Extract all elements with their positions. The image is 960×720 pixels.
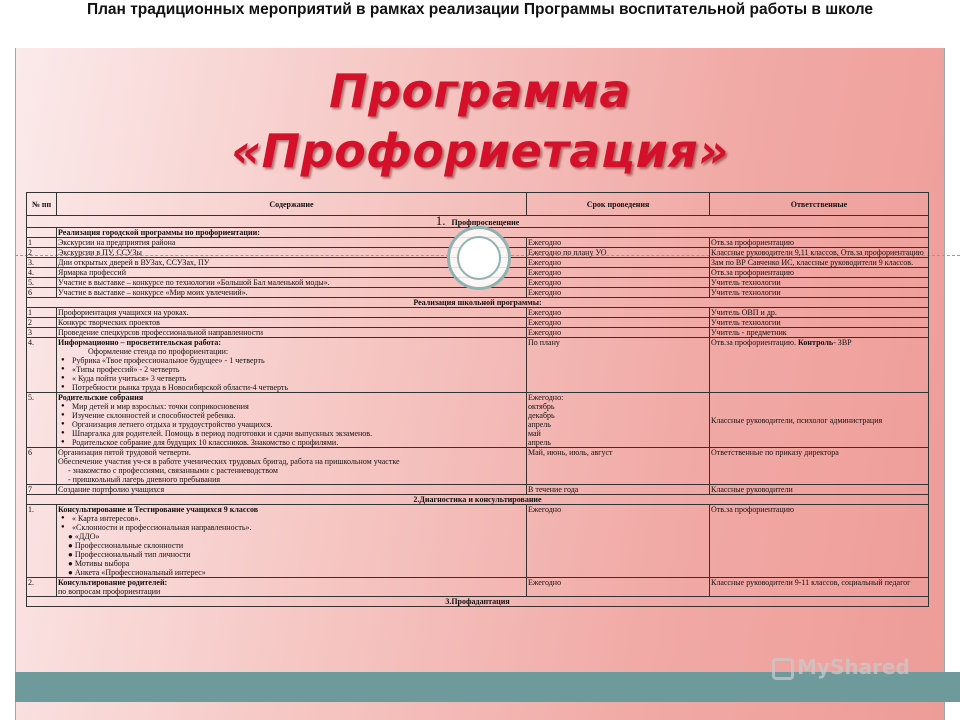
table-row-parents: 5. Родительские собрания ● Мир детей и мир взрослых: точки соприкосновения ● Изучение склонностей и способностей ребенка. ● Организация летнего отдыха и трудоустройство учащихся. ● Шпаргалка для родителей. Помощь в период подготовки и сдачи выпускных экзаменов. ● Родительское собрание для будущих 10 классников. Знакомство с профилями. Ежегодно: октябрь декабрь апрель май апрель Классные руководители, психолог администрация — [27, 393, 929, 448]
subheading-row — [27, 298, 929, 308]
table-row: 2 Конкурс творческих проектов Ежегодно Учитель технологии — [27, 318, 929, 328]
list-item: ● Анкета «Профессиональный интерес» — [68, 568, 206, 577]
table-row-diagnostics: 1. Консультирование и Тестирование учащихся 9 классов ● « Карта интересов». ● «Склонности и профессиональная направленность». ● «ДДО» ● Профессиональные склонности ● Профессиональный тип личности ● Мотивы выбора ● Анкета «Профессиональный интерес» Ежегодно Отв.за профориентацию — [27, 505, 929, 578]
parents-meetings-heading: Родительские собрания — [58, 393, 144, 402]
stand-intro: Оформление стенда по профориентации: — [88, 347, 229, 356]
section-number: 1. — [435, 215, 446, 228]
list-item: ● « Куда пойти учиться» 3 четверть — [58, 374, 525, 383]
list-item: ● Мотивы выбора — [68, 559, 130, 568]
list-item: ● Рубрика «Твое профессиональное будущее» - 1 четверть — [58, 356, 525, 365]
decorative-ring-inner — [457, 236, 501, 280]
school-program-heading: Реализация школьной программы: — [27, 298, 929, 308]
list-item: ● «Склонности и профессиональная направленность». — [58, 523, 525, 532]
watermark-logo — [772, 655, 910, 691]
list-item: ● Родительское собрание для будущих 10 классников. Знакомство с профилями. — [58, 438, 525, 447]
section-row — [27, 597, 929, 607]
section-row — [27, 495, 929, 505]
brand-logo-icon — [772, 658, 794, 680]
table-row: 2 Экскурсии в ПУ, ССУЗы Ежегодно по плану УО Классные руководители 9,11 классов, Отв.за профориентацию — [27, 248, 929, 258]
table-row-parent-consult: 2. Консультирование родителей: по вопросам профориентации Ежегодно Классные руководители 9-11 классов, социальный педагог — [27, 578, 929, 597]
section2-heading: 2.Диагностика и консультирование — [27, 495, 929, 505]
table-row: 4. Ярмарка профессий Ежегодно Отв.за профориентацию — [27, 268, 929, 278]
page-header-title: План традиционных мероприятий в рамках реализации Программы воспитательной работы в школе — [86, 1, 874, 18]
section-title: Профпросвещение — [451, 218, 520, 227]
list-item: ● Профессиональные склонности — [68, 541, 184, 550]
list-item: ● Потребности рынка труда в Новосибирской области-4 четверть — [58, 383, 525, 392]
list-item: ● Организация летнего отдыха и трудоустройство учащихся. — [58, 420, 525, 429]
list-item: ● Изучение склонностей и способностей ребенка. — [58, 411, 525, 420]
program-title-line1: Программа — [329, 64, 631, 118]
col-header-date: Срок проведения — [527, 193, 710, 216]
col-header-content: Содержание — [57, 193, 527, 216]
list-item: ● «Типы профессий» - 2 четверть — [58, 365, 525, 374]
table-row: 1 Экскурсии на предприятия района Ежегодно Отв.за профориентацию — [27, 238, 929, 248]
table-row: 3 Проведение спецкурсов профессиональной направленности Ежегодно Учитель - предметник — [27, 328, 929, 338]
program-title-line2: «Профориетация» — [231, 124, 729, 178]
city-program-heading: Реализация городской программы по профориентации: — [57, 228, 929, 238]
info-work-heading: Информационно – просветительская работа: — [58, 338, 222, 347]
table-row: 6 Участие в выставке – конкурсе «Мир моих увлечений». Ежегодно Учитель технологии — [27, 288, 929, 298]
table-row: 7 Создание портфолио учащихся В течение года Классные руководители — [27, 485, 929, 495]
list-item: ● Мир детей и мир взрослых: точки соприкосновения — [58, 402, 525, 411]
list-item: ● « Карта интересов». — [58, 514, 525, 523]
watermark-text: MyShared — [797, 655, 910, 679]
table-row: 1 Профориентация учащихся на уроках. Ежегодно Учитель ОВП и др. — [27, 308, 929, 318]
table-row-labor: 6 Организация пятой трудовой четверти. Обеспечение участия уч-ся в работе ученических трудовых бригад, работа на пришкольном участке - знакомство с профессиями, связанными с растениеводством - пришкольный лагерь дневного пребывания Май, июнь, июль, август Ответственные по приказу директора — [27, 448, 929, 485]
list-item: ● «ДДО» — [68, 532, 100, 541]
table-row: 3. Дни открытых дверей в ВУЗах, ССУЗах, ПУ Ежегодно Зам по ВР Савченко ИС, классные руководители 9 классов. — [27, 258, 929, 268]
list-item: ● Профессиональный тип личности — [68, 550, 191, 559]
table-row-information: 4. Информационно – просветительская работа: Оформление стенда по профориентации: ● Рубрика «Твое профессиональное будущее» - 1 четверть ● «Типы профессий» - 2 четверть ● « Куда пойти учиться» 3 четверть ● Потребности рынка труда в Новосибирской области-4 четверть По плану Отв.за профориентацию. Контроль- ЗВР — [27, 338, 929, 393]
col-header-number: № пп — [27, 193, 57, 216]
table-row: 5. Участие в выставке – конкурсе по технологии «Большой Бал маленькой моды». Ежегодно Учитель технологии — [27, 278, 929, 288]
testing-heading: Консультирование и Тестирование учащихся 9 классов — [58, 505, 259, 514]
col-header-responsible: Ответственные — [710, 193, 929, 216]
list-item: ● Шпаргалка для родителей. Помощь в период подготовки и сдачи выпускных экзаменов. — [58, 429, 525, 438]
table-header-row — [27, 193, 929, 216]
section3-heading: 3.Профадаптация — [27, 597, 929, 607]
